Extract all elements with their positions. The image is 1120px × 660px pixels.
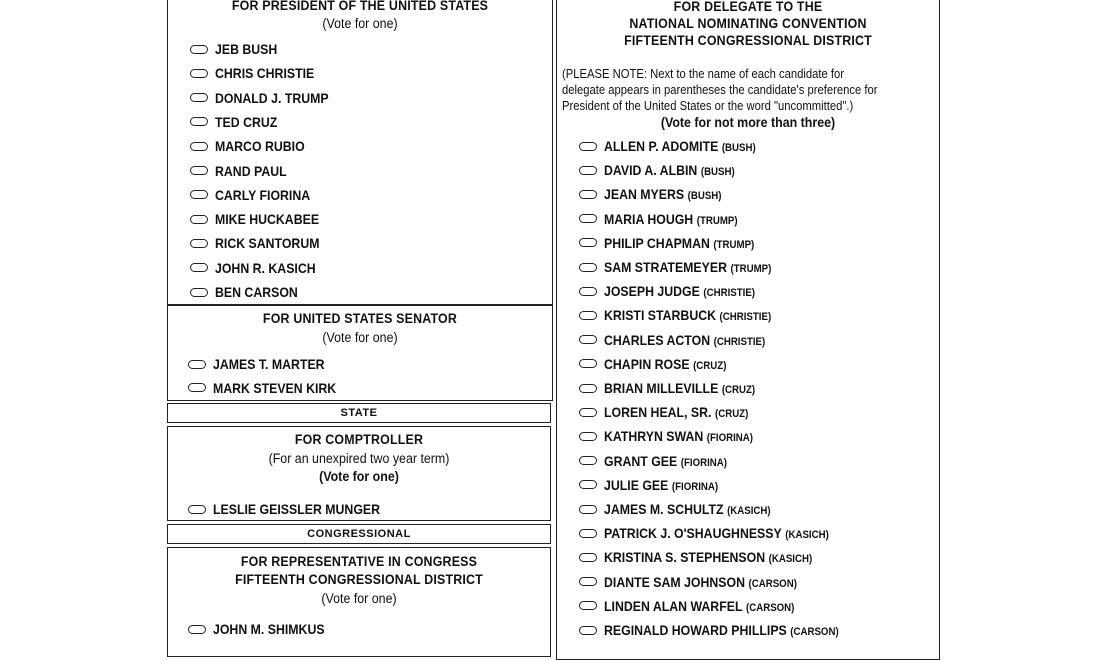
candidate-name: PATRICK J. O'SHAUGHNESSY [604,525,782,542]
candidate-name: MIKE HUCKABEE [215,211,320,228]
president-candidate [190,208,333,230]
candidate-name: CHRIS CHRISTIE [215,65,315,82]
candidate-name: KATHRYN SWAN [604,428,704,445]
candidate-label [213,621,325,637]
representative-candidate [188,618,340,640]
candidate-preference: (KASICH) [727,505,771,517]
candidate-name: JOHN M. SHIMKUS [213,621,325,637]
candidate-label [213,501,380,517]
president-candidate [190,232,334,254]
candidate-label [604,186,722,202]
president-section [167,0,553,305]
delegate-candidate [579,571,823,593]
candidate-label [215,163,287,179]
candidate-name: LESLIE GEISSLER MUNGER [213,501,381,517]
vote-oval[interactable] [579,384,597,393]
candidate-label [215,260,316,276]
candidate-preference: (BUSH) [700,166,735,179]
candidate-preference: (CHRISTIE) [703,287,756,300]
delegate-candidate [579,498,793,520]
candidate-preference: (CRUZ) [693,359,727,372]
vote-oval[interactable] [579,529,597,538]
candidate-name: LOREN HEAL, SR. [604,404,712,421]
candidate-name: BRIAN MILLEVILLE [604,380,719,396]
candidate-label [215,187,310,203]
candidate-preference: (CRUZ) [714,408,749,421]
vote-oval[interactable] [579,505,597,514]
vote-oval[interactable] [579,408,597,417]
candidate-label [215,138,305,154]
candidate-label [604,404,748,420]
representative-title-line2: FIFTEENTH CONGRESSIONAL DISTRICT [235,572,483,587]
delegate-note-line3: President of the United States or the word "uncommitted".) [562,99,854,113]
senator-section [167,305,553,401]
candidate-name: KRISTI STARBUCK [604,307,717,324]
vote-oval[interactable] [188,625,206,634]
vote-oval[interactable] [190,288,208,297]
candidate-name: DAVID A. ALBIN [604,162,698,179]
vote-oval[interactable] [579,190,597,199]
candidate-name: JEB BUSH [215,41,278,57]
president-candidate [190,62,328,84]
candidate-name: JOHN R. KASICH [215,259,316,276]
vote-oval[interactable] [190,263,208,272]
candidate-label [604,138,756,154]
candidate-label [604,380,755,396]
representative-title-line1: FOR REPRESENTATIVE IN CONGRESS [240,554,478,569]
comptroller-section [167,426,551,521]
comptroller-term: (For an unexpired two year term) [268,451,450,466]
delegate-title-line2: NATIONAL NOMINATING CONVENTION [629,16,867,31]
delegate-candidate [579,256,794,278]
candidate-label [604,477,718,493]
vote-oval[interactable] [579,238,597,247]
candidate-name: KRISTINA S. STEPHENSON [604,549,766,566]
delegate-note-line1: (PLEASE NOTE: Next to the name of each candidate for [562,67,845,81]
vote-oval[interactable] [190,142,208,151]
delegate-candidate [579,401,768,423]
candidate-name: MARIA HOUGH [604,210,694,227]
candidate-label [604,574,797,590]
vote-oval[interactable] [188,383,206,392]
vote-oval[interactable] [579,577,597,586]
vote-oval[interactable] [190,45,208,54]
delegate-title-line1: FOR DELEGATE TO THE [673,0,823,14]
candidate-label [215,211,319,227]
delegate-candidate [579,546,841,568]
candidate-label [604,622,839,638]
vote-oval[interactable] [579,553,597,562]
candidate-preference: (KASICH) [785,529,829,542]
president-candidate [190,281,309,303]
delegate-candidate [579,329,787,351]
delegate-candidate [579,353,743,375]
state-header [167,403,551,423]
delegate-section [556,0,940,660]
candidate-label [604,211,738,227]
vote-oval[interactable] [579,601,597,610]
candidate-name: BEN CARSON [215,284,298,300]
candidate-preference: (FIORINA) [680,456,728,469]
vote-oval[interactable] [579,287,597,296]
vote-oval[interactable] [188,505,206,514]
candidate-name: CHARLES ACTON [604,331,711,348]
candidate-label [604,259,771,275]
president-candidate [190,135,317,157]
candidate-name: RICK SANTORUM [215,235,320,252]
president-candidate [190,38,286,60]
vote-oval[interactable] [579,166,597,175]
candidate-preference: (TRUMP) [713,238,755,251]
delegate-candidate [579,304,794,326]
candidate-name: TED CRUZ [215,113,278,130]
vote-oval[interactable] [579,480,597,489]
candidate-label [215,41,277,57]
vote-oval[interactable] [579,432,597,441]
delegate-candidate [579,280,776,302]
candidate-name: JULIE GEE [604,476,669,493]
candidate-name: GRANT GEE [604,452,678,469]
delegate-note-line2: delegate appears in parentheses the candidate's preference for [562,83,878,97]
candidate-preference: (BUSH) [687,190,722,203]
candidate-label [604,501,771,517]
candidate-preference: (TRUMP) [696,214,738,227]
candidate-label [604,162,735,178]
candidate-label [604,356,726,372]
delegate-candidate [579,619,871,641]
congressional-header [167,524,551,544]
candidate-preference: (FIORINA) [671,480,719,493]
delegate-instruction: (Vote for not more than three) [660,115,836,130]
representative-section [167,547,551,657]
candidate-label [215,90,329,106]
candidate-preference: (CHRISTIE) [713,335,766,348]
vote-oval[interactable] [190,215,208,224]
candidate-label [604,428,753,444]
delegate-candidate [579,522,859,544]
president-candidate [190,111,286,133]
senator-candidate [188,377,353,399]
candidate-label [604,307,771,323]
delegate-candidate [579,474,734,496]
senator-instruction: (Vote for one) [322,330,398,345]
candidate-label [604,235,754,251]
representative-instruction: (Vote for one) [321,591,397,606]
candidate-label [215,114,277,130]
candidate-name: MARK STEVEN KIRK [213,379,337,396]
comptroller-candidate [188,498,403,520]
president-instruction: (Vote for one) [322,16,398,31]
candidate-name: LINDEN ALAN WARFEL [604,597,743,614]
congressional-label: CONGRESSIONAL [307,528,411,540]
delegate-candidate [579,425,773,447]
candidate-preference: (CRUZ) [721,384,756,396]
candidate-name: JAMES M. SCHULTZ [604,501,724,517]
senator-title: FOR UNITED STATES SENATOR [262,311,458,326]
president-candidate [190,184,323,206]
delegate-candidate [579,183,738,205]
senator-candidate [188,353,340,375]
candidate-preference: (BUSH) [721,142,756,154]
vote-oval[interactable] [579,335,597,344]
candidate-label [604,549,812,565]
candidate-label [215,284,298,300]
vote-oval[interactable] [579,142,597,151]
vote-oval[interactable] [188,360,206,369]
candidate-name: RAND PAUL [215,162,287,179]
vote-oval[interactable] [190,239,208,248]
comptroller-title: FOR COMPTROLLER [294,432,424,447]
candidate-preference: (TRUMP) [730,263,772,275]
delegate-candidate [579,595,820,617]
candidate-preference: (CARSON) [748,577,797,590]
president-candidate [190,87,344,109]
vote-oval[interactable] [190,93,208,102]
candidate-label [213,380,336,396]
candidate-name: JAMES T. MARTER [213,356,325,372]
president-candidate [190,160,296,182]
vote-oval[interactable] [579,214,597,223]
candidate-name: SAM STRATEMEYER [604,259,727,275]
candidate-label [604,283,755,299]
candidate-name: MARCO RUBIO [215,138,305,155]
candidate-label [604,598,794,614]
delegate-candidate [579,377,776,399]
candidate-label [213,356,325,372]
candidate-preference: (FIORINA) [706,432,754,445]
vote-oval[interactable] [190,117,208,126]
candidate-name: PHILIP CHAPMAN [604,234,710,251]
delegate-title-line3: FIFTEENTH CONGRESSIONAL DISTRICT [624,33,872,48]
vote-oval[interactable] [579,359,597,368]
state-label: STATE [340,407,378,419]
candidate-name: JEAN MYERS [604,186,685,203]
president-candidate [190,257,329,279]
candidate-preference: (CARSON) [790,626,839,638]
candidate-name: REGINALD HOWARD PHILLIPS [604,622,787,638]
candidate-label [215,235,320,251]
delegate-candidate [579,135,776,157]
candidate-label [604,332,765,348]
delegate-candidate [579,232,775,254]
comptroller-instruction: (Vote for one) [319,469,399,484]
candidate-preference: (CARSON) [745,601,795,614]
candidate-preference: (CHRISTIE) [719,311,772,324]
delegate-candidate [579,208,756,230]
candidate-name: DONALD J. TRUMP [215,89,329,106]
vote-oval[interactable] [579,263,597,272]
vote-oval[interactable] [190,69,208,78]
vote-oval[interactable] [579,626,597,635]
delegate-candidate [579,450,744,472]
candidate-name: CARLY FIORINA [215,186,311,203]
vote-oval[interactable] [579,311,597,320]
candidate-label [604,525,829,541]
candidate-name: JOSEPH JUDGE [604,283,700,300]
vote-oval[interactable] [190,190,208,199]
delegate-candidate [579,159,753,181]
president-title: FOR PRESIDENT OF THE UNITED STATES [231,0,489,13]
vote-oval[interactable] [190,166,208,175]
vote-oval[interactable] [579,456,597,465]
candidate-name: ALLEN P. ADOMITE [604,138,719,154]
candidate-label [604,453,727,469]
candidate-name: CHAPIN ROSE [604,355,690,372]
candidate-name: DIANTE SAM JOHNSON [604,573,746,590]
candidate-preference: (KASICH) [768,553,813,566]
candidate-label [215,65,314,81]
